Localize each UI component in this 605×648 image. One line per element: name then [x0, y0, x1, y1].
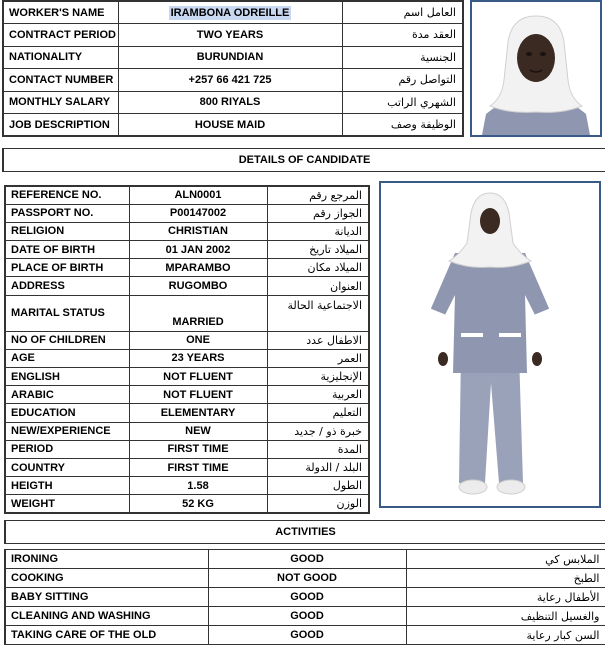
row-label: NATIONALITY	[3, 46, 118, 69]
row-label-arabic: خبرة ذو / جديد	[267, 422, 369, 440]
row-label-arabic: التعليم	[267, 404, 369, 422]
row-label: PASSPORT NO.	[5, 204, 129, 222]
row-label-arabic: التواصل رقم	[342, 69, 463, 92]
row-label: JOB DESCRIPTION	[3, 114, 118, 137]
row-label-arabic: الاطفال عدد	[267, 331, 369, 349]
row-label-arabic: العربية	[267, 386, 369, 404]
table-row	[5, 277, 369, 295]
full-body-photo	[379, 181, 601, 508]
table-row	[5, 477, 369, 495]
table-row	[5, 186, 369, 204]
row-label-arabic: المرجع رقم	[267, 186, 369, 204]
row-label-arabic: البلد / الدولة	[267, 458, 369, 476]
row-label: MARITAL STATUS	[5, 295, 129, 331]
table-row	[5, 331, 369, 349]
activity-label-arabic: الطبخ	[406, 569, 605, 588]
row-value: 800 RIYALS	[118, 91, 342, 114]
table-row	[5, 204, 369, 222]
table-row	[5, 422, 369, 440]
row-value: FIRST TIME	[129, 458, 267, 476]
activity-label: TAKING CARE OF THE OLD	[5, 626, 208, 645]
row-value: ELEMENTARY	[129, 404, 267, 422]
row-value: +257 66 421 725	[118, 69, 342, 92]
table-row	[5, 241, 369, 259]
row-value: 23 YEARS	[129, 349, 267, 367]
activity-label-arabic: الملابس كي	[406, 550, 605, 569]
row-label: RELIGION	[5, 222, 129, 240]
activity-rating: GOOD	[208, 607, 406, 626]
activity-label: CLEANING AND WASHING	[5, 607, 208, 626]
table-row	[3, 69, 463, 92]
table-row	[5, 295, 369, 331]
row-value: NOT FLUENT	[129, 386, 267, 404]
table-row	[5, 569, 605, 588]
activity-rating: NOT GOOD	[208, 569, 406, 588]
activity-label: IRONING	[5, 550, 208, 569]
activity-label-arabic: والغسيل التنظيف	[406, 607, 605, 626]
row-label: AGE	[5, 349, 129, 367]
row-label: ENGLISH	[5, 368, 129, 386]
row-value: MPARAMBO	[129, 259, 267, 277]
table-row	[3, 91, 463, 114]
row-label: ADDRESS	[5, 277, 129, 295]
row-label: CONTRACT PERIOD	[3, 24, 118, 47]
table-row	[5, 222, 369, 240]
activity-rating: GOOD	[208, 588, 406, 607]
table-row	[5, 368, 369, 386]
row-label: NEW/EXPERIENCE	[5, 422, 129, 440]
activity-label: BABY SITTING	[5, 588, 208, 607]
table-row	[5, 550, 605, 569]
row-value: BURUNDIAN	[118, 46, 342, 69]
table-row	[5, 386, 369, 404]
row-label: EDUCATION	[5, 404, 129, 422]
row-label-arabic: الاجتماعية الحالة	[267, 295, 369, 331]
row-label-arabic: المدة	[267, 440, 369, 458]
table-row	[5, 495, 369, 513]
row-value: 01 JAN 2002	[129, 241, 267, 259]
row-value: HOUSE MAID	[118, 114, 342, 137]
row-value: RUGOMBO	[129, 277, 267, 295]
table-row	[3, 114, 463, 137]
row-label-arabic: الطول	[267, 477, 369, 495]
headshot-image	[472, 2, 600, 135]
row-value: ALN0001	[129, 186, 267, 204]
row-value: TWO YEARS	[118, 24, 342, 47]
candidate-details-table	[4, 185, 370, 514]
table-row	[3, 46, 463, 69]
table-row	[5, 458, 369, 476]
details-section-header: DETAILS OF CANDIDATE	[2, 148, 605, 172]
row-label: MONTHLY SALARY	[3, 91, 118, 114]
row-value: MARRIED	[129, 295, 267, 331]
row-label: PERIOD	[5, 440, 129, 458]
activities-table	[4, 549, 605, 645]
activities-section-header: ACTIVITIES	[4, 520, 605, 544]
table-row	[5, 607, 605, 626]
row-label-arabic: الوظيفة وصف	[342, 114, 463, 137]
activity-label-arabic: الأطفال رعاية	[406, 588, 605, 607]
row-value: 52 KG	[129, 495, 267, 513]
row-value: ONE	[129, 331, 267, 349]
row-label-arabic: الوزن	[267, 495, 369, 513]
worker-name-text: IRAMBONA ODREILLE	[170, 6, 290, 19]
row-label: NO OF CHILDREN	[5, 331, 129, 349]
row-label-arabic: الإنجليزية	[267, 368, 369, 386]
row-label-arabic: العقد مدة	[342, 24, 463, 47]
activity-label-arabic: السن كبار رعاية	[406, 626, 605, 645]
row-label: HEIGTH	[5, 477, 129, 495]
worker-name-value	[118, 1, 342, 24]
row-value: 1.58	[129, 477, 267, 495]
row-label-arabic: العنوان	[267, 277, 369, 295]
row-label-arabic: الميلاد تاريخ	[267, 241, 369, 259]
row-label-arabic: الميلاد مكان	[267, 259, 369, 277]
table-row	[3, 24, 463, 47]
table-row	[5, 440, 369, 458]
row-label: DATE OF BIRTH	[5, 241, 129, 259]
row-label: PLACE OF BIRTH	[5, 259, 129, 277]
row-label-arabic: العمر	[267, 349, 369, 367]
headshot-photo	[470, 0, 602, 137]
row-value: P00147002	[129, 204, 267, 222]
activity-rating: GOOD	[208, 550, 406, 569]
row-label: COUNTRY	[5, 458, 129, 476]
row-value: CHRISTIAN	[129, 222, 267, 240]
row-value: NOT FLUENT	[129, 368, 267, 386]
table-row	[5, 349, 369, 367]
full-body-image	[381, 183, 599, 506]
worker-name-row	[3, 1, 463, 24]
row-label: WEIGHT	[5, 495, 129, 513]
row-label: WORKER'S NAME	[3, 1, 118, 24]
activity-label: COOKING	[5, 569, 208, 588]
row-label-arabic: العامل اسم	[342, 1, 463, 24]
row-label: REFERENCE NO.	[5, 186, 129, 204]
worker-info-table	[2, 0, 464, 137]
row-label-arabic: الشهري الراتب	[342, 91, 463, 114]
row-label: CONTACT NUMBER	[3, 69, 118, 92]
table-row	[5, 259, 369, 277]
activity-rating: GOOD	[208, 626, 406, 645]
table-row	[5, 626, 605, 645]
row-value: FIRST TIME	[129, 440, 267, 458]
row-value: NEW	[129, 422, 267, 440]
row-label-arabic: الجواز رقم	[267, 204, 369, 222]
row-label: ARABIC	[5, 386, 129, 404]
row-label-arabic: الديانة	[267, 222, 369, 240]
table-row	[5, 404, 369, 422]
table-row	[5, 588, 605, 607]
row-label-arabic: الجنسية	[342, 46, 463, 69]
